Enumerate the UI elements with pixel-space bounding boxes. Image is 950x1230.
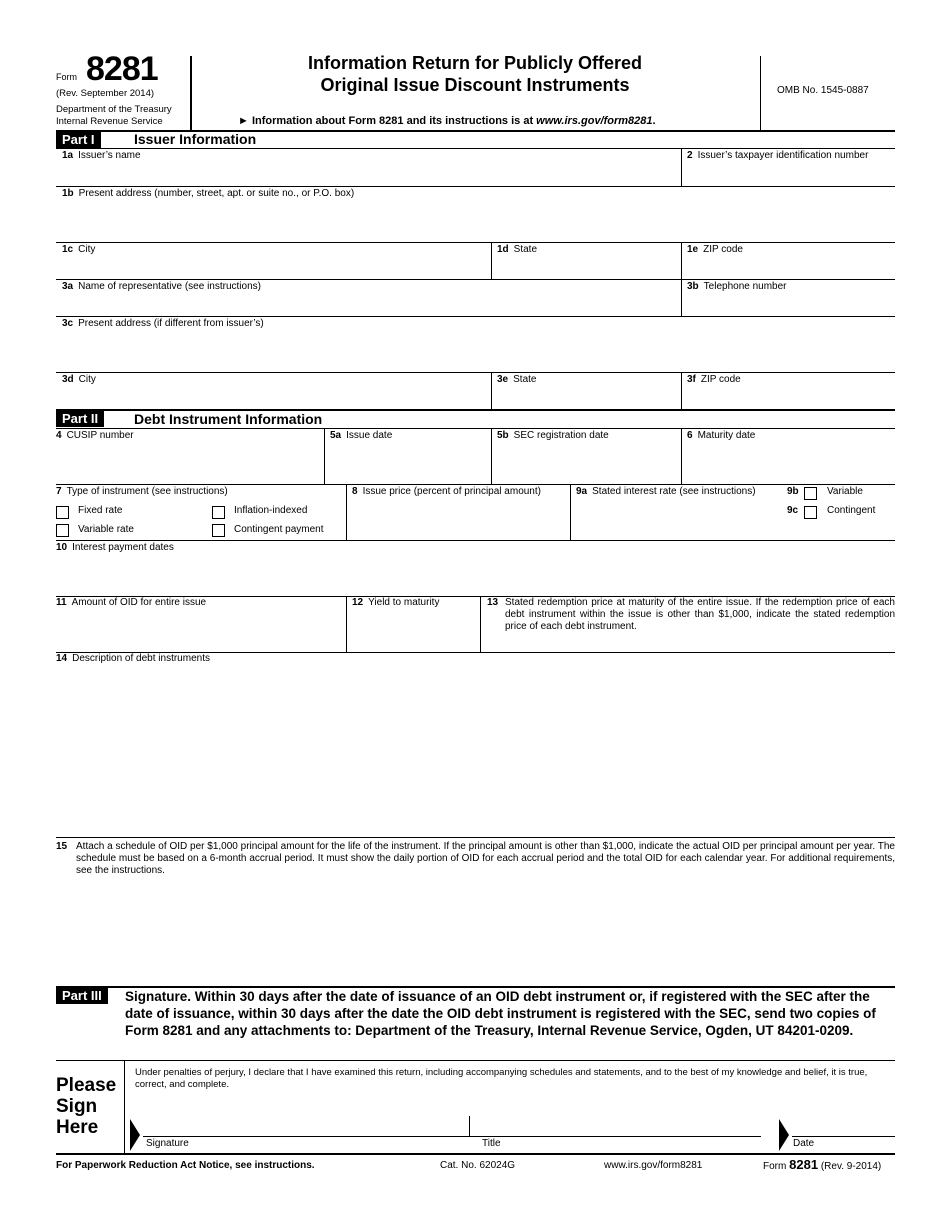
title-field[interactable]: [471, 1115, 761, 1136]
arrow-icon: ►: [238, 115, 249, 127]
contingent-payment-label: Contingent payment: [234, 524, 324, 535]
rule: [469, 1116, 470, 1136]
part2-title: Debt Instrument Information: [134, 411, 323, 427]
line-10-label: 10 Interest payment dates: [56, 542, 174, 553]
line-14-label: 14 Description of debt instruments: [56, 653, 210, 664]
issuer-tin-field[interactable]: [682, 149, 895, 186]
omb-number: OMB No. 1545-0887: [777, 85, 869, 96]
footer-form-id: [763, 1157, 881, 1172]
line-5b-label: 5b SEC registration date: [497, 430, 609, 441]
issue-price-field[interactable]: [347, 499, 570, 540]
yield-to-maturity-field[interactable]: [347, 610, 480, 652]
line-6-label: 6 Maturity date: [687, 430, 756, 441]
here-text: Here: [56, 1117, 99, 1138]
representative-name-field[interactable]: [56, 280, 681, 316]
line-1d-label: 1d State: [497, 244, 538, 255]
representative-state-field[interactable]: [492, 373, 681, 409]
form-title-line2: Original Issue Discount Instruments: [320, 75, 630, 95]
fixed-rate-checkbox[interactable]: [56, 506, 69, 519]
rule: [792, 1136, 895, 1137]
form-number: 8281: [86, 50, 158, 88]
sign-text: Sign: [56, 1096, 98, 1117]
line-9c-number: 9c: [787, 505, 799, 516]
part1-title: Issuer Information: [134, 131, 257, 147]
variable-rate-label: Variable rate: [78, 524, 134, 535]
part1-tag: Part I: [56, 131, 101, 148]
inflation-indexed-label: Inflation-indexed: [234, 505, 308, 516]
debt-description-field[interactable]: [56, 666, 895, 836]
issuer-state-field[interactable]: [492, 243, 681, 279]
signature-field[interactable]: [143, 1115, 468, 1136]
line-11-label: 11 Amount of OID for entire issue: [56, 597, 207, 608]
form-word: Form: [56, 72, 77, 82]
line-3b-label: 3b Telephone number: [687, 281, 787, 292]
rule: [124, 1060, 125, 1153]
interest-payment-dates-field[interactable]: [56, 555, 895, 596]
line-1e-label: 1e ZIP code: [687, 244, 743, 255]
title-label: Title: [482, 1138, 501, 1149]
oid-amount-field[interactable]: [56, 610, 346, 652]
line-2-label: 2 Issuer’s taxpayer identification number: [687, 150, 869, 161]
date-arrow-icon: [779, 1119, 789, 1151]
footer-revision: (Rev. 9-2014): [820, 1161, 882, 1172]
date-field[interactable]: [792, 1115, 895, 1136]
info-end: .: [652, 115, 656, 127]
line-7-label: 7 Type of instrument (see instructions): [56, 486, 228, 497]
line-9b-number: 9b: [787, 486, 799, 497]
line-8-label: 8 Issue price (percent of principal amount): [352, 486, 541, 497]
line-12-label: 12 Yield to maturity: [352, 597, 440, 608]
contingent-checkbox[interactable]: [804, 506, 817, 519]
line-15-text: Attach a schedule of OID per $1,000 principal amount for the life of the instrument. If the principal amount is other than $1,000, indicate the actual OID per principal amount per year. The schedule must be based on a 6-month accrual period. It must show the daily portion of OID for each accrual period and the total OID for each calendar year. For additional requirements, see the instructions.: [76, 841, 895, 876]
line-3e-label: 3e State: [497, 374, 537, 385]
redemption-price-field[interactable]: [481, 632, 895, 652]
issuer-city-field[interactable]: [56, 243, 491, 279]
paperwork-notice: For Paperwork Reduction Act Notice, see instructions.: [56, 1160, 315, 1171]
line-4-label: 4 CUSIP number: [56, 430, 134, 441]
cusip-field[interactable]: [56, 429, 324, 484]
line-1c-label: 1c City: [62, 244, 96, 255]
line-5a-label: 5a Issue date: [330, 430, 393, 441]
contingent-label: Contingent: [827, 505, 876, 516]
sec-registration-date-field[interactable]: [492, 429, 681, 484]
stated-interest-rate-field[interactable]: [571, 499, 781, 540]
rule: [56, 484, 895, 485]
please-text: Please: [56, 1075, 117, 1096]
footer-form-word: Form: [763, 1161, 787, 1172]
representative-zip-field[interactable]: [682, 373, 895, 409]
representative-address-field[interactable]: [56, 317, 895, 372]
department-name: Department of the Treasury: [56, 104, 172, 115]
catalog-number: Cat. No. 62024G: [440, 1160, 516, 1171]
line-1b-label: 1b Present address (number, street, apt. or suite no., or P.O. box): [62, 188, 355, 199]
rule: [56, 837, 895, 838]
contingent-payment-checkbox[interactable]: [212, 524, 225, 537]
info-text: Information about Form 8281 and its instructions is at: [251, 115, 537, 127]
footer-url-link[interactable]: www.irs.gov/form8281: [604, 1160, 703, 1171]
line-13-text: Stated redemption price at maturity of the entire issue. If the redemption price of each debt instrument within the issue is other than $1,000, indicate the stated redemption price of each debt instrument.: [505, 597, 895, 632]
header-divider-left: [190, 56, 192, 130]
rule: [143, 1136, 761, 1137]
footer-rule: [56, 1153, 895, 1155]
sign-arrow-icon: [130, 1119, 140, 1151]
issuer-address-field[interactable]: [56, 187, 895, 242]
line-3d-label: 3d City: [62, 374, 96, 385]
line-9a-label: 9a Stated interest rate (see instructions): [576, 486, 756, 497]
line-13-number: 13: [487, 597, 499, 608]
rule: [56, 1060, 895, 1061]
issue-date-field[interactable]: [325, 429, 491, 484]
variable-rate-checkbox[interactable]: [56, 524, 69, 537]
line-1a-label: 1a Issuer’s name: [62, 150, 141, 161]
telephone-field[interactable]: [682, 280, 895, 316]
perjury-statement: Under penalties of perjury, I declare that I have examined this return, including accompanying schedules and statements, and to the best of my knowledge and belief, it is true, correct, and complete.: [135, 1067, 868, 1090]
service-name: Internal Revenue Service: [56, 116, 163, 127]
form-title-line1: Information Return for Publicly Offered: [307, 53, 643, 73]
fixed-rate-label: Fixed rate: [78, 505, 123, 516]
please-sign-here: [56, 1075, 116, 1138]
date-label: Date: [793, 1138, 815, 1149]
footer-form-number: 8281: [789, 1157, 819, 1172]
variable-checkbox[interactable]: [804, 487, 817, 500]
issuer-zip-field[interactable]: [682, 243, 895, 279]
part3-tag: Part III: [56, 987, 108, 1004]
rule: [56, 540, 895, 541]
signature-label: Signature: [146, 1138, 189, 1149]
line-3a-label: 3a Name of representative (see instructions): [62, 281, 261, 292]
line-3c-label: 3c Present address (if different from issuer’s): [62, 318, 264, 329]
variable-label: Variable: [827, 486, 863, 497]
maturity-date-field[interactable]: [682, 429, 895, 484]
form-revision: (Rev. September 2014): [56, 88, 155, 99]
line-15-number: 15: [56, 841, 68, 852]
info-url-link[interactable]: www.irs.gov/form8281: [536, 115, 653, 127]
representative-city-field[interactable]: [56, 373, 491, 409]
part2-tag: Part II: [56, 410, 104, 427]
line-3f-label: 3f ZIP code: [687, 374, 741, 385]
inflation-indexed-checkbox[interactable]: [212, 506, 225, 519]
info-line: [238, 115, 656, 127]
part3-instructions: Signature. Within 30 days after the date of issuance of an OID debt instrument or, if registered with the SEC after the date of issuance, within 30 days after the date the OID debt instrument is registered with the SEC, send two copies of Form 8281 and any attachments to: Department of the Treasury, Internal Revenue Service, Ogden, UT 84201-0209.: [125, 989, 876, 1038]
header-divider-right: [760, 56, 761, 130]
issuer-name-field[interactable]: [56, 149, 681, 186]
